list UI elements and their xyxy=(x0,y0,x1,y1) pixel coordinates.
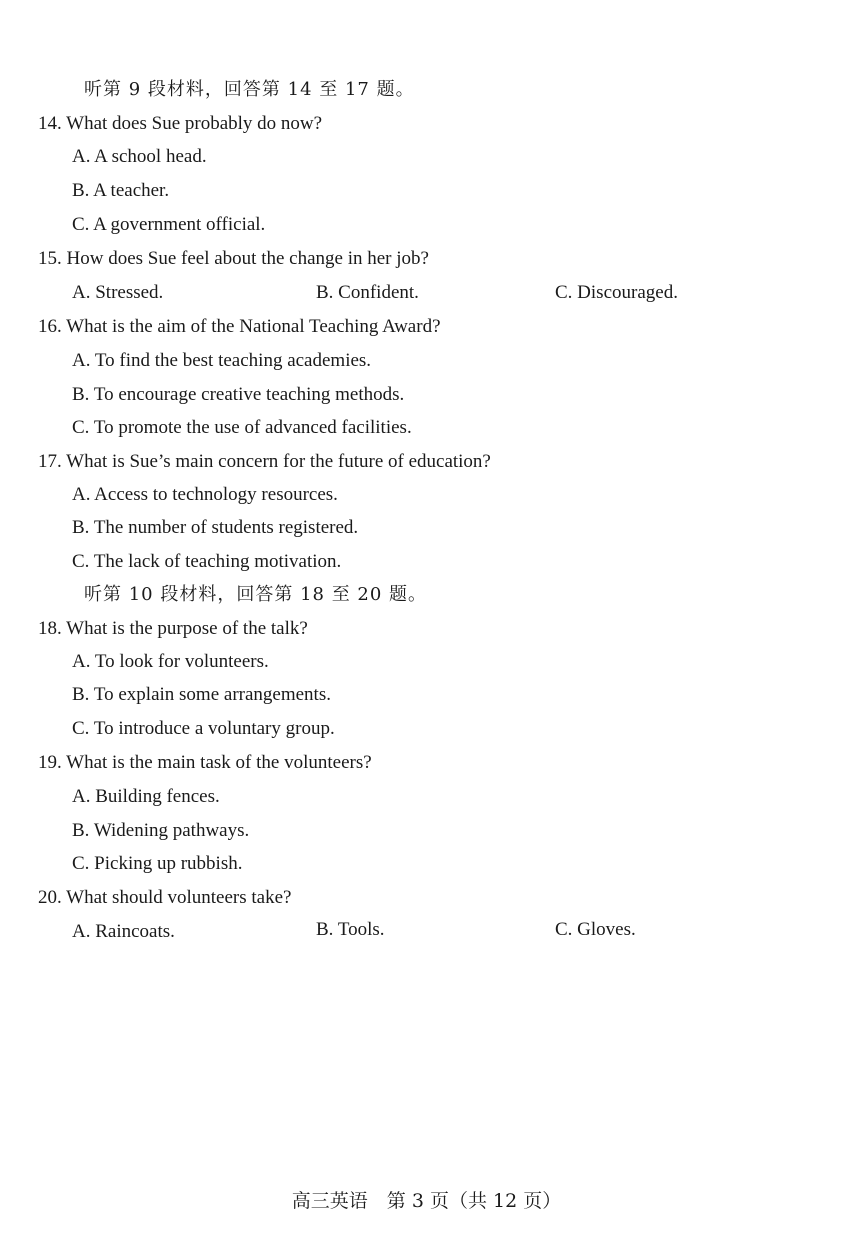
question-16-stem: 16. What is the aim of the National Teaching Award? xyxy=(38,316,441,337)
question-14-option-b: B. A teacher. xyxy=(72,180,170,201)
question-14-option-a: A. A school head. xyxy=(72,146,207,167)
question-15-option-a: A. Stressed. xyxy=(72,282,164,303)
question-20-option-b: B. Tools. xyxy=(316,919,385,940)
question-16-option-b: B. To encourage creative teaching methods. xyxy=(72,384,405,405)
section-heading-9: 听第 9 段材料，回答第 14 至 17 题。 xyxy=(84,79,415,100)
question-18-option-a: A. To look for volunteers. xyxy=(72,651,269,672)
question-14-option-c: C. A government official. xyxy=(72,214,266,235)
question-19-option-c: C. Picking up rubbish. xyxy=(72,853,243,874)
question-17-option-c: C. The lack of teaching motivation. xyxy=(72,551,342,572)
question-15-stem: 15. How does Sue feel about the change in her job? xyxy=(38,248,429,269)
question-14-stem: 14. What does Sue probably do now? xyxy=(38,113,323,134)
question-17-option-b: B. The number of students registered. xyxy=(72,517,359,538)
question-15-option-b: B. Confident. xyxy=(316,282,419,303)
question-18-stem: 18. What is the purpose of the talk? xyxy=(38,618,308,639)
question-17-option-a: A. Access to technology resources. xyxy=(72,484,338,505)
question-19-option-b: B. Widening pathways. xyxy=(72,820,250,841)
question-18-option-b: B. To explain some arrangements. xyxy=(72,684,331,705)
question-18-option-c: C. To introduce a voluntary group. xyxy=(72,718,335,739)
question-20-option-a: A. Raincoats. xyxy=(72,921,175,942)
question-16-option-a: A. To find the best teaching academies. xyxy=(72,350,372,371)
question-20-option-c: C. Gloves. xyxy=(555,919,636,940)
question-16-option-c: C. To promote the use of advanced facilities. xyxy=(72,417,412,438)
question-15-option-c: C. Discouraged. xyxy=(555,282,678,303)
question-17-stem: 17. What is Sue’s main concern for the future of education? xyxy=(38,451,491,472)
question-19-option-a: A. Building fences. xyxy=(72,786,220,807)
section-heading-10: 听第 10 段材料，回答第 18 至 20 题。 xyxy=(84,584,428,605)
question-19-stem: 19. What is the main task of the volunteers? xyxy=(38,752,372,773)
question-20-stem: 20. What should volunteers take? xyxy=(38,887,292,908)
page-footer: 高三英语 第 3 页（共 12 页） xyxy=(291,1190,562,1212)
